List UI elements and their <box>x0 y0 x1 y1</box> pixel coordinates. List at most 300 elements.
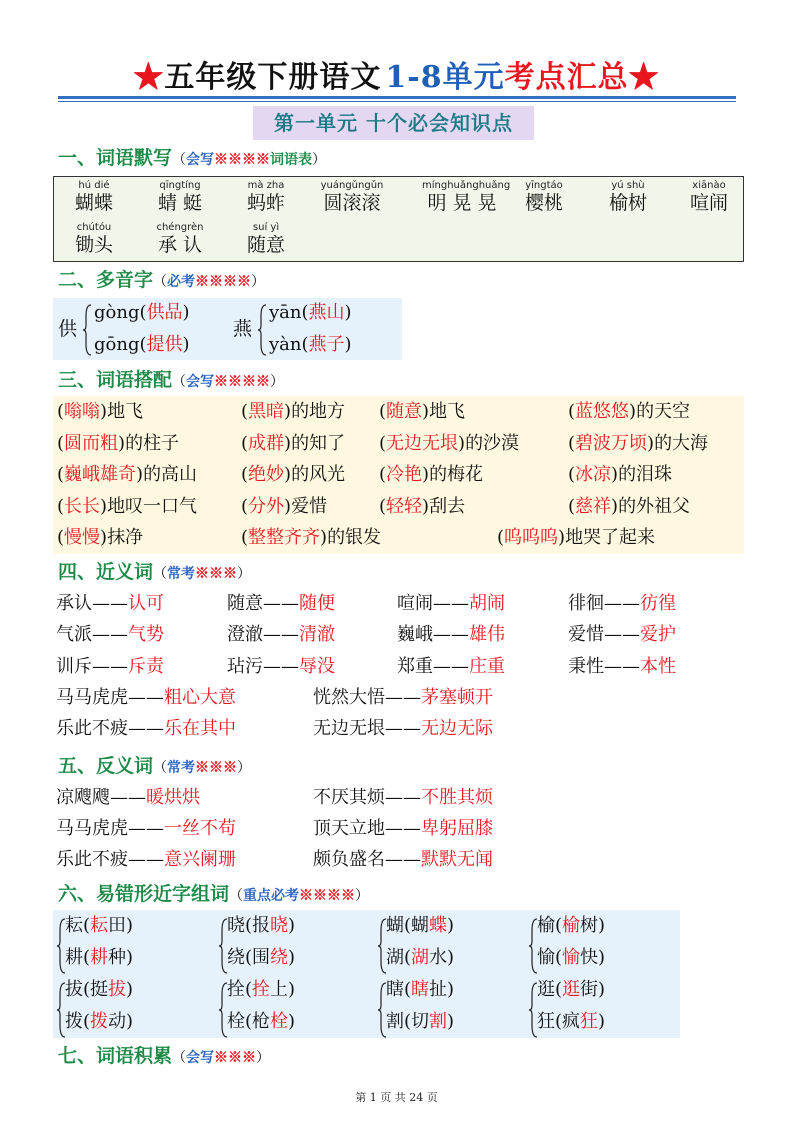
collocation-head: 的梅花 <box>429 464 484 485</box>
confusable-item <box>537 946 605 970</box>
confusable-suffix: ) <box>447 915 455 936</box>
dash: —— <box>263 656 299 677</box>
vocab-item <box>588 180 668 214</box>
section-note: （会写※※※※） <box>172 374 285 390</box>
word: 马马虎虎 <box>56 818 128 839</box>
collocation-item: (慢慢)抹净 <box>57 527 144 548</box>
dash: —— <box>604 656 640 677</box>
collocation-modifier: 蓝悠悠 <box>575 401 630 422</box>
dash: —— <box>604 593 640 614</box>
hanzi-word: 蚂蚱 <box>246 192 285 214</box>
section-note-label: 会写 <box>186 152 215 168</box>
antonym-word: 不胜其烦 <box>421 787 493 808</box>
dash: —— <box>385 687 421 708</box>
collocation-item: (整整齐齐)的银发 <box>241 527 382 548</box>
unit-banner: 第一单元 十个必会知识点 <box>253 106 534 140</box>
collocation-modifier: 冷艳 <box>386 464 423 485</box>
collocation-head: 的大海 <box>654 432 709 454</box>
confusable-suffix: 水) <box>429 947 455 968</box>
example-word: 燕子 <box>308 334 345 355</box>
confusable-prefix: 湖( <box>386 947 412 968</box>
dash: —— <box>385 787 421 808</box>
section-title: 七、词语积累 <box>58 1045 173 1067</box>
polyphone-box <box>53 298 402 360</box>
collocation-modifier: 轻轻 <box>386 495 423 517</box>
word: 承认 <box>56 593 92 614</box>
collocation-modifier: 随意 <box>386 401 423 422</box>
section-heading <box>58 266 265 296</box>
synonym-pair <box>56 655 164 679</box>
confusable-suffix: ) <box>288 947 296 968</box>
star-icon: ※※※※ <box>214 152 271 168</box>
confusable-suffix: ) <box>288 1011 296 1032</box>
hanzi-word: 蝴蝶 <box>74 192 113 214</box>
collocation-modifier: 嗡嗡 <box>64 401 101 422</box>
confusable-char: 瞎 <box>411 979 430 1000</box>
vocab-item <box>226 222 306 256</box>
synonym-word: 无边无际 <box>421 718 493 739</box>
antonym-pair <box>56 786 200 810</box>
star-icon: ★ <box>133 60 165 95</box>
confusable-item <box>65 978 133 1002</box>
polyphone-reading: gōng(提供) <box>94 334 190 355</box>
section-note: （常考※※※） <box>153 760 252 776</box>
vocab-item <box>669 180 749 214</box>
confusable-suffix: 快) <box>580 947 606 968</box>
pinyin: gōng <box>94 334 140 355</box>
star-icon: ※※※※ <box>195 274 252 290</box>
confusable-char: 晓 <box>270 915 289 936</box>
word: 马马虎虎 <box>56 687 128 708</box>
collocation-item: (蓝悠悠)的天空 <box>568 401 691 422</box>
synonym-word: 爱护 <box>640 624 676 645</box>
collocation-modifier: 呜呜呜 <box>504 527 559 548</box>
confusable-prefix: 逛( <box>537 979 563 1000</box>
vocab-item <box>422 180 511 214</box>
synonym-word: 庄重 <box>469 656 505 677</box>
brace-icon <box>257 304 267 356</box>
dash: —— <box>128 718 164 739</box>
collocation-modifier: 绝妙 <box>248 464 285 485</box>
dash: —— <box>128 818 164 839</box>
word: 玷污 <box>227 656 263 677</box>
synonym-word: 彷徨 <box>640 593 676 614</box>
confusable-item <box>227 946 295 970</box>
collocation-modifier: 无边无垠 <box>386 432 459 454</box>
polyphone-reading: yān(燕山) <box>269 302 352 323</box>
confusable-item <box>386 978 454 1002</box>
collocation-modifier: 成群 <box>248 432 285 454</box>
hanzi-word: 圆滚滚 <box>323 192 381 214</box>
confusable-item <box>386 946 454 970</box>
dash: —— <box>385 849 421 870</box>
confusable-item <box>537 978 605 1002</box>
confusable-prefix: 栓(枪 <box>227 1011 271 1032</box>
star-icon: ★ <box>628 60 660 95</box>
confusable-suffix: 扯) <box>429 979 455 1000</box>
synonym-word: 雄伟 <box>469 624 505 645</box>
confusable-suffix: 树) <box>580 915 606 936</box>
collocation-head: 爱惜 <box>291 495 328 517</box>
section-heading <box>58 558 251 588</box>
antonym-pair <box>313 817 493 841</box>
brace-icon <box>82 304 92 356</box>
vocab-item <box>226 180 306 214</box>
antonym-pair <box>56 848 236 872</box>
collocation-head: 的柱子 <box>125 432 180 454</box>
confusable-item <box>227 914 295 938</box>
collocation-modifier: 巍峨雄奇 <box>64 464 137 485</box>
antonym-pair <box>313 848 493 872</box>
confusable-char: 狂 <box>580 1011 599 1032</box>
collocation-modifier: 冰凉 <box>575 464 612 485</box>
confusable-char: 耘 <box>90 915 109 936</box>
collocation-head: 的天空 <box>636 401 691 422</box>
confusable-suffix: ) <box>598 1011 606 1032</box>
star-icon: ※※※ <box>214 1050 257 1066</box>
synonym-word: 气势 <box>128 624 164 645</box>
confusable-char: 蝶 <box>429 915 448 936</box>
confusable-char: 湖 <box>411 947 430 968</box>
confusable-prefix: 耕( <box>65 947 91 968</box>
vocab-item <box>140 222 220 256</box>
section-title: 六、易错形近字组词 <box>58 883 230 905</box>
collocation-head: 地飞 <box>107 401 144 422</box>
confusable-prefix: 瞎( <box>386 979 412 1000</box>
confusable-char: 绕 <box>270 947 289 968</box>
word: 不厌其烦 <box>313 787 385 808</box>
dash: —— <box>263 593 299 614</box>
confusable-suffix: 街) <box>580 979 606 1000</box>
word: 随意 <box>227 593 263 614</box>
hanzi-word: 樱桃 <box>524 192 563 214</box>
collocation-modifier: 黑暗 <box>248 401 285 422</box>
collocation-head: 的银发 <box>327 527 382 548</box>
section-heading <box>58 144 326 174</box>
confusable-suffix: ) <box>288 915 296 936</box>
collocation-head: 的泪珠 <box>618 464 673 485</box>
confusable-char: 榆 <box>562 915 581 936</box>
dash: —— <box>604 624 640 645</box>
section-title: 四、近义词 <box>58 561 154 583</box>
collocation-head: 的高山 <box>143 464 198 485</box>
confusable-char: 栓 <box>270 1011 289 1032</box>
confusable-prefix: 拴( <box>227 979 253 1000</box>
word: 乐此不疲 <box>56 849 128 870</box>
dash: —— <box>128 849 164 870</box>
star-icon: ※※※※ <box>214 374 271 390</box>
pinyin: chútóu <box>76 222 112 233</box>
pinyin: hú dié <box>78 180 110 191</box>
section-heading <box>58 366 284 396</box>
collocation-item: (冷艳)的梅花 <box>379 464 484 485</box>
pinyin: chéngrèn <box>156 222 204 233</box>
pinyin: yàn <box>269 334 302 355</box>
dash: —— <box>92 593 128 614</box>
synonym-pair <box>568 592 676 616</box>
dash: —— <box>433 656 469 677</box>
collocation-head: 地飞 <box>429 401 466 422</box>
section-note-label: 常考 <box>167 566 196 582</box>
word: 巍峨 <box>397 624 433 645</box>
antonym-word: 意兴阑珊 <box>164 849 236 870</box>
dash: —— <box>385 718 421 739</box>
word: 顶天立地 <box>313 818 385 839</box>
synonym-pair <box>56 592 164 616</box>
pinyin: yú shù <box>611 180 645 191</box>
confusable-item <box>386 1010 454 1034</box>
section-heading <box>58 880 369 910</box>
page-title: ★五年级下册语文 1-8单元考点汇总★ <box>133 60 660 95</box>
dash: —— <box>92 656 128 677</box>
confusable-item <box>227 1010 295 1034</box>
synonym-word: 认可 <box>128 593 164 614</box>
synonym-pair <box>227 655 335 679</box>
word: 徘徊 <box>568 593 604 614</box>
confusable-item <box>65 914 133 938</box>
polyphone-char: 燕 <box>233 318 253 340</box>
polyphone-char: 供 <box>58 318 78 340</box>
confusable-item <box>65 1010 133 1034</box>
section-title: 二、多音字 <box>58 269 154 291</box>
dash: —— <box>433 624 469 645</box>
synonym-word: 本性 <box>640 656 676 677</box>
section-note-extra: 词语表 <box>270 152 313 168</box>
collocation-modifier: 慈祥 <box>575 495 612 517</box>
confusable-suffix: 上) <box>270 979 296 1000</box>
confusable-prefix: 割(切 <box>386 1011 430 1032</box>
synonym-pair <box>397 655 505 679</box>
collocation-item: (分外)爱惜 <box>241 495 328 517</box>
word: 澄澈 <box>227 624 263 645</box>
collocation-modifier: 分外 <box>248 495 285 517</box>
section-note: （会写※※※） <box>172 1050 271 1066</box>
hanzi-word: 喧闹 <box>689 192 728 214</box>
pinyin: suí yì <box>252 222 280 233</box>
confusable-prefix: 愉( <box>537 947 563 968</box>
section-title: 三、词语搭配 <box>58 369 173 391</box>
collocation-item: (随意)地飞 <box>379 401 466 422</box>
confusable-item <box>537 914 605 938</box>
synonym-pair <box>313 686 493 710</box>
synonym-word: 粗心大意 <box>164 687 236 708</box>
word: 恍然大悟 <box>313 687 385 708</box>
collocation-item: (绝妙)的风光 <box>241 464 346 485</box>
word: 训斥 <box>56 656 92 677</box>
confusable-item <box>227 978 295 1002</box>
polyphone-reading: yàn(燕子) <box>269 334 352 355</box>
confusable-char: 耕 <box>90 947 109 968</box>
confusable-char: 逛 <box>562 979 581 1000</box>
confusable-suffix: ) <box>447 1011 455 1032</box>
collocation-modifier: 碧波万顷 <box>575 432 648 454</box>
dash: —— <box>433 593 469 614</box>
section-note-label: 常考 <box>167 760 196 776</box>
hanzi-word: 随意 <box>246 234 285 256</box>
confusable-char: 拔 <box>108 979 127 1000</box>
synonym-pair <box>227 623 335 647</box>
collocation-box <box>53 396 744 554</box>
collocation-item: (长长)地叹一口气 <box>57 495 198 517</box>
section-note: （会写※※※※词语表） <box>172 152 327 168</box>
word: 郑重 <box>397 656 433 677</box>
confusable-suffix: 动) <box>108 1011 134 1032</box>
word: 凉飕飕 <box>56 787 110 808</box>
collocation-modifier: 圆而粗 <box>64 432 119 454</box>
example-word: 供品 <box>146 302 183 323</box>
pinyin: mínghuǎnghuǎng <box>422 180 511 191</box>
pinyin: mà zha <box>247 180 285 191</box>
vocab-item <box>504 180 584 214</box>
section-title: 一、词语默写 <box>58 147 173 169</box>
confusable-char: 拴 <box>252 979 271 1000</box>
collocation-head: 的沙漠 <box>465 432 520 454</box>
star-icon: ※※※※ <box>299 888 356 904</box>
synonym-pair <box>397 623 505 647</box>
hanzi-word: 榆树 <box>608 192 647 214</box>
section-note: （必考※※※※） <box>153 274 266 290</box>
synonym-pair <box>56 623 164 647</box>
example-word: 提供 <box>146 334 183 355</box>
collocation-head: 地哭了起来 <box>565 527 656 548</box>
synonym-pair <box>313 717 493 741</box>
collocation-item: (成群)的知了 <box>241 432 346 454</box>
confusable-char: 愉 <box>562 947 581 968</box>
pinyin: yān <box>269 302 302 323</box>
synonym-pair <box>227 592 335 616</box>
dash: —— <box>110 787 146 808</box>
synonym-pair <box>56 686 236 710</box>
confusable-char: 拨 <box>90 1011 109 1032</box>
synonym-pair <box>568 623 676 647</box>
word: 秉性 <box>568 656 604 677</box>
confusable-prefix: 蝴(蝴 <box>386 915 430 936</box>
antonym-pair <box>56 817 236 841</box>
collocation-head: 的风光 <box>291 464 346 485</box>
star-icon: ※※※ <box>195 566 238 582</box>
collocation-item: (黑暗)的地方 <box>241 401 346 422</box>
collocation-modifier: 整整齐齐 <box>248 527 321 548</box>
confusable-suffix: ) <box>126 979 134 1000</box>
section-note-label: 会写 <box>186 1050 215 1066</box>
vocab-item <box>54 222 134 256</box>
synonym-word: 茅塞顿开 <box>421 687 493 708</box>
antonym-pair <box>313 786 493 810</box>
hanzi-word: 锄头 <box>74 234 113 256</box>
confusable-item <box>386 914 454 938</box>
confusable-suffix: 种) <box>108 947 134 968</box>
dash: —— <box>385 818 421 839</box>
section-note: （重点必考※※※※） <box>229 888 370 904</box>
page-footer: 第 1 页 共 24 页 <box>355 1091 438 1104</box>
pinyin: xiānào <box>692 180 726 191</box>
word: 无边无垠 <box>313 718 385 739</box>
section-heading <box>58 1042 270 1072</box>
polyphone-reading: gòng(供品) <box>94 302 190 323</box>
pinyin: qīngtíng <box>159 180 201 191</box>
collocation-item: (慈祥)的外祖父 <box>568 495 691 517</box>
word: 气派 <box>56 624 92 645</box>
title-divider <box>58 96 736 99</box>
confusable-suffix: 田) <box>108 915 134 936</box>
confusable-prefix: 耘( <box>65 915 91 936</box>
section-title: 五、反义词 <box>58 755 154 777</box>
synonym-word: 斥责 <box>128 656 164 677</box>
synonym-pair <box>56 717 236 741</box>
confusable-prefix: 拨( <box>65 1011 91 1032</box>
collocation-head: 抹净 <box>107 527 144 548</box>
synonym-pair <box>397 592 505 616</box>
antonym-word: 暖烘烘 <box>146 787 200 808</box>
collocation-head: 地叹一口气 <box>107 495 198 517</box>
collocation-item: (碧波万顷)的大海 <box>568 432 709 454</box>
collocation-item: (嗡嗡)地飞 <box>57 401 144 422</box>
pinyin: yuángǔngǔn <box>320 180 384 191</box>
section-note-label: 必考 <box>167 274 196 290</box>
antonym-word: 默默无闻 <box>421 849 493 870</box>
vocab-box <box>53 176 744 262</box>
confusable-prefix: 绕(围 <box>227 947 271 968</box>
hanzi-word: 明 晃 晃 <box>427 192 497 214</box>
vocab-item <box>54 180 134 214</box>
dash: —— <box>263 624 299 645</box>
word: 爱惜 <box>568 624 604 645</box>
collocation-head: 刮去 <box>429 495 466 517</box>
synonym-word: 辱没 <box>299 656 335 677</box>
dash: —— <box>128 687 164 708</box>
hanzi-word: 承 认 <box>157 234 203 256</box>
antonym-word: 一丝不苟 <box>164 818 236 839</box>
section-note: （常考※※※） <box>153 566 252 582</box>
confusable-prefix: 晓(报 <box>227 915 271 936</box>
synonym-word: 随便 <box>299 593 335 614</box>
hanzi-word: 蜻 蜓 <box>157 192 203 214</box>
confusable-box <box>53 910 680 1038</box>
pinyin: yīngtáo <box>525 180 563 191</box>
collocation-item: (冰凉)的泪珠 <box>568 464 673 485</box>
vocab-item <box>140 180 220 214</box>
synonym-word: 清澈 <box>299 624 335 645</box>
synonym-pair <box>568 655 676 679</box>
example-word: 燕山 <box>308 302 345 323</box>
section-heading <box>58 752 251 782</box>
confusable-prefix: 狂(疯 <box>537 1011 581 1032</box>
collocation-modifier: 长长 <box>64 495 101 517</box>
confusable-item <box>65 946 133 970</box>
collocation-item: (无边无垠)的沙漠 <box>379 432 520 454</box>
word: 颇负盛名 <box>313 849 385 870</box>
collocation-head: 的地方 <box>291 401 346 422</box>
star-icon: ※※※ <box>195 760 238 776</box>
collocation-head: 的外祖父 <box>618 495 691 517</box>
collocation-head: 的知了 <box>291 432 346 454</box>
collocation-item: (呜呜呜)地哭了起来 <box>497 527 656 548</box>
collocation-item: (圆而粗)的柱子 <box>57 432 180 454</box>
confusable-char: 割 <box>429 1011 448 1032</box>
section-note-label: 会写 <box>186 374 215 390</box>
collocation-modifier: 慢慢 <box>64 527 101 548</box>
confusable-prefix: 拔(挺 <box>65 979 109 1000</box>
word: 喧闹 <box>397 593 433 614</box>
confusable-item <box>537 1010 605 1034</box>
dash: —— <box>92 624 128 645</box>
confusable-prefix: 榆( <box>537 915 563 936</box>
collocation-item: (轻轻)刮去 <box>379 495 466 517</box>
collocation-item: (巍峨雄奇)的高山 <box>57 464 198 485</box>
synonym-word: 胡闹 <box>469 593 505 614</box>
pinyin: gòng <box>94 302 140 323</box>
vocab-item <box>312 180 392 214</box>
